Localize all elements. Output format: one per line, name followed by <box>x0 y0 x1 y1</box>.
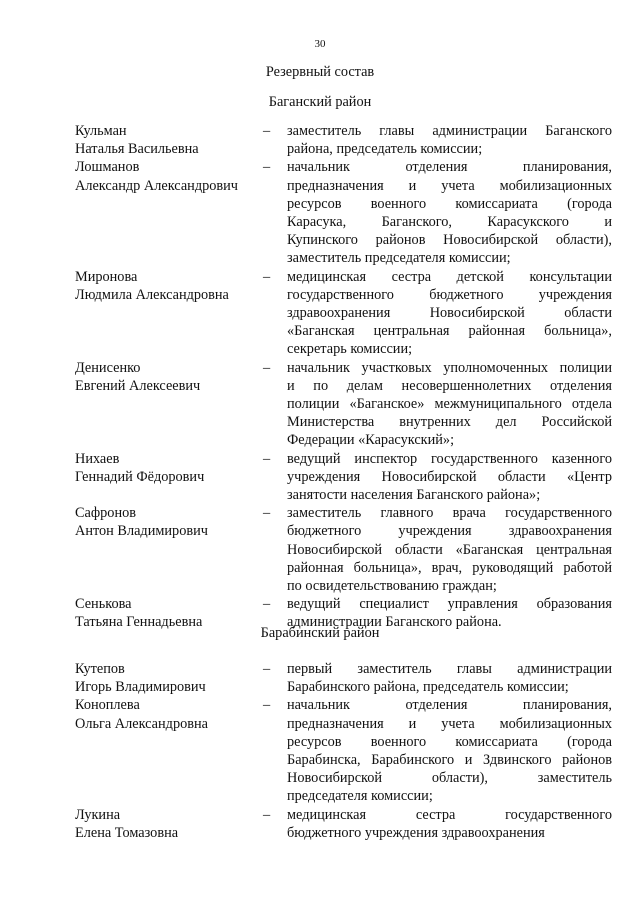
member-position-description <box>287 122 612 158</box>
description-line: председателя комиссии; <box>287 788 433 805</box>
description-line: занятости населения Баганского района»; <box>287 487 541 504</box>
commission-member-entry <box>0 268 640 359</box>
section-heading-bagansky: Баганский район <box>268 94 372 110</box>
member-given-names: Елена Томазовна <box>75 824 179 841</box>
description-line: Новосибирской области), заместитель <box>287 770 612 787</box>
member-name <box>75 806 255 842</box>
member-position-description <box>287 450 612 505</box>
member-name <box>75 122 255 158</box>
member-surname: Миронова <box>75 268 138 285</box>
member-position-description <box>287 660 612 696</box>
dash-separator: – <box>263 159 271 176</box>
member-position-description <box>287 806 612 842</box>
dash-separator: – <box>263 359 271 376</box>
description-line: заместитель председателя комиссии; <box>287 250 511 267</box>
member-surname: Коноплева <box>75 697 140 714</box>
member-position-description <box>287 268 612 359</box>
description-line: и по делам несовершеннолетних отделения <box>287 377 612 394</box>
description-line: Барабинского района, председатель комиссии; <box>287 679 569 696</box>
member-surname: Кутепов <box>75 661 125 677</box>
description-line: «Баганская центральная районная больница», <box>287 323 612 340</box>
member-surname: Нихаев <box>75 450 120 467</box>
dash-separator: – <box>263 505 271 522</box>
description-line: бюджетного учреждения здравоохранения <box>287 824 545 841</box>
member-name <box>75 696 255 732</box>
description-line: Купинского районов Новосибирской области), <box>287 232 612 249</box>
description-line: Министерства внутренних дел Российской <box>287 414 612 431</box>
section-bagansky-list <box>0 122 640 632</box>
commission-member-entry <box>0 504 640 595</box>
member-surname: Лукина <box>75 806 121 823</box>
description-line: Новосибирской области «Баганская центральная <box>287 541 612 558</box>
member-name <box>75 359 255 395</box>
dash-separator: – <box>263 661 271 677</box>
dash-separator: – <box>263 806 271 823</box>
commission-member-entry <box>0 450 640 505</box>
description-line: бюджетного учреждения здравоохранения <box>287 523 612 540</box>
description-line: начальник отделения планирования, <box>287 697 612 714</box>
member-position-description <box>287 359 612 450</box>
description-line: заместитель главы администрации Баганского <box>287 123 612 139</box>
dash-separator: – <box>263 268 271 285</box>
member-surname: Сафронов <box>75 505 136 522</box>
member-position-description <box>287 696 612 805</box>
description-line: предназначения и учета мобилизационных <box>287 177 612 194</box>
description-line: по освидетельствованию граждан; <box>287 578 497 595</box>
description-line: ресурсов военного комиссариата (города <box>287 195 612 212</box>
commission-member-entry <box>0 158 640 267</box>
description-line: районная больница», врач, руководящий работой <box>287 559 612 576</box>
member-name <box>75 504 255 540</box>
description-line: первый заместитель главы администрации <box>287 661 612 677</box>
document-title: Резервный состав <box>265 64 375 80</box>
member-given-names: Евгений Алексеевич <box>75 377 201 394</box>
description-line: Барабинска, Барабинского и Здвинского районов <box>287 752 612 769</box>
dash-separator: – <box>263 596 271 613</box>
description-line: ведущий инспектор государственного казенного <box>287 450 612 467</box>
member-surname: Денисенко <box>75 359 141 376</box>
description-line: медицинская сестра государственного <box>287 806 612 823</box>
description-line: полиции «Баганское» межмуниципального отдела <box>287 396 612 413</box>
member-surname: Лошманов <box>75 159 140 176</box>
member-name <box>75 158 255 194</box>
description-line: Карасука, Баганского, Карасукского и <box>287 214 612 231</box>
section-heading-barabinsky: Барабинский район <box>260 625 380 641</box>
commission-member-entry <box>0 359 640 450</box>
description-line: района, председатель комиссии; <box>287 141 483 158</box>
description-line: ведущий специалист управления образования <box>287 596 612 613</box>
commission-member-entry <box>0 696 640 805</box>
dash-separator: – <box>263 123 271 139</box>
member-given-names: Ольга Александровна <box>75 715 208 732</box>
description-line: здравоохранения Новосибирской области <box>287 305 612 322</box>
commission-member-entry <box>0 122 640 158</box>
member-name <box>75 268 255 304</box>
member-given-names: Наталья Васильевна <box>75 141 199 158</box>
description-line: учреждения Новосибирской области «Центр <box>287 468 612 485</box>
member-given-names: Игорь Владимирович <box>75 679 206 696</box>
commission-member-entry <box>0 660 640 696</box>
description-line: начальник отделения планирования, <box>287 159 612 176</box>
member-position-description <box>287 158 612 267</box>
description-line: ресурсов военного комиссариата (города <box>287 733 612 750</box>
commission-member-entry <box>0 806 640 842</box>
member-given-names: Людмила Александровна <box>75 286 229 303</box>
section-barabinsky-list <box>0 660 640 842</box>
description-line: начальник участковых уполномоченных полиции <box>287 359 612 376</box>
member-given-names: Антон Владимирович <box>75 523 208 540</box>
description-line: Федерации «Карасукский»; <box>287 432 455 449</box>
description-line: секретарь комиссии; <box>287 341 413 358</box>
member-name <box>75 450 255 486</box>
description-line: заместитель главного врача государственного <box>287 505 612 522</box>
member-given-names: Татьяна Геннадьевна <box>75 614 203 631</box>
description-line: государственного бюджетного учреждения <box>287 286 612 303</box>
member-surname: Сенькова <box>75 596 132 613</box>
page-number: 30 <box>314 38 326 50</box>
member-position-description <box>287 504 612 595</box>
member-name <box>75 660 255 696</box>
dash-separator: – <box>263 697 271 714</box>
description-line: предназначения и учета мобилизационных <box>287 715 612 732</box>
dash-separator: – <box>263 450 271 467</box>
description-line: администрации Баганского района. <box>287 614 502 631</box>
description-line: медицинская сестра детской консультации <box>287 268 612 285</box>
member-surname: Кульман <box>75 123 127 139</box>
member-given-names: Геннадий Фёдорович <box>75 468 205 485</box>
member-given-names: Александр Александрович <box>75 177 238 194</box>
